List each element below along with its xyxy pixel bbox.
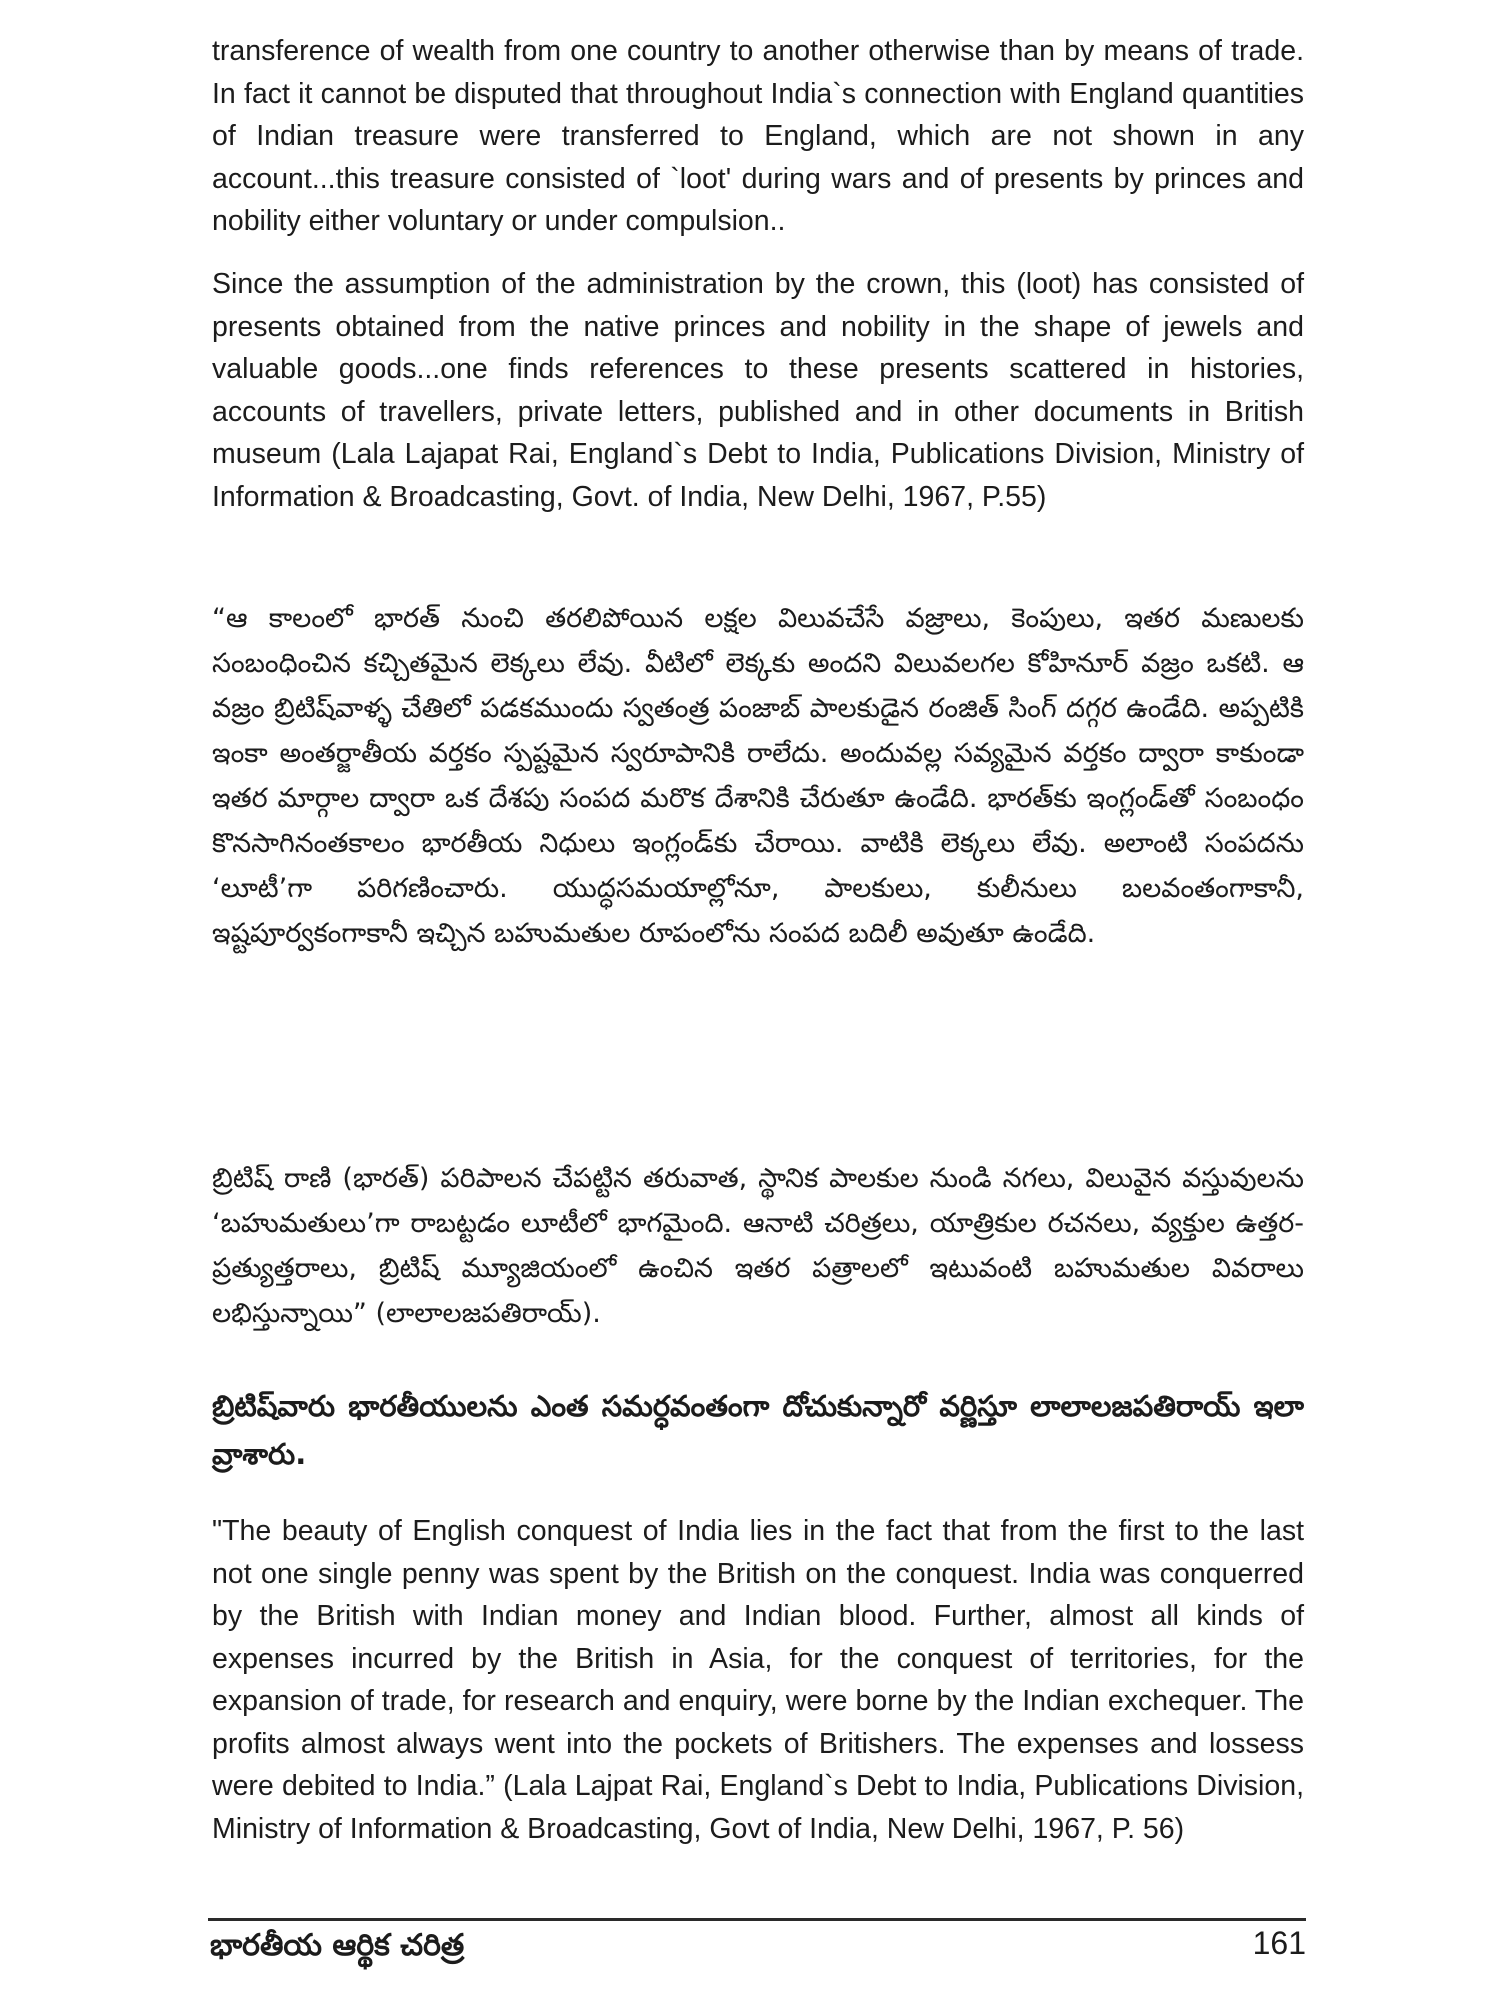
telugu-bold-intro: బ్రిటిష్‌వారు భారతీయులను ఎంత సమర్ధవంతంగా దోచుకున్నారో వర్ణిస్తూ లాలాలజపతిరాయ్ ఇలా వ్రాశారు.: [212, 1389, 1304, 1471]
telugu-paragraph-2: బ్రిటిష్ రాణి (భారత్) పరిపాలన చేపట్టిన తరువాత, స్థానిక పాలకుల నుండి నగలు, విలువైన వస్తువులను ‘బహుమతులు’గా రాబట్టడం లూటీలో భాగమైంది. ఆనాటి చరిత్రలు, యాత్రికుల రచనలు, వ్యక్తుల ఉత్తర-ప్రత్యుత్తరాలు, బ్రిటిష్ మ్యూజియంలో ఉంచిన ఇతర పత్రాలలో ఇటువంటి బహుమతుల వివరాలు లభిస్తున్నాయి” (లాలాలజపతిరాయ్).: [212, 1163, 1304, 1329]
footer-book-title: భారతీయ ఆర్థిక చరిత్ర: [210, 1928, 465, 1963]
telugu-paragraph-1: “ఆ కాలంలో భారత్ నుంచి తరలిపోయిన లక్షల విలువచేసే వజ్రాలు, కెంపులు, ఇతర మణులకు సంబంధించిన కచ్చితమైన లెక్కలు లేవు. వీటిలో లెక్కకు అందని విలువలగల కోహినూర్ వజ్రం ఒకటి. ఆ వజ్రం బ్రిటిష్‌వాళ్ళ చేతిలో పడకముందు స్వతంత్ర పంజాబ్ పాలకుడైన రంజిత్ సింగ్ దగ్గర ఉండేది. అప్పటికి ఇంకా అంతర్జాతీయ వర్తకం స్పష్టమైన స్వరూపానికి రాలేదు. అందువల్ల సవ్యమైన వర్తకం ద్వారా కాకుండా ఇతర మార్గాల ద్వారా ఒక దేశపు సంపద మరొక దేశానికి చేరుతూ ఉండేది. భారత్‌కు ఇంగ్లండ్‌తో సంబంధం కొనసాగినంతకాలం భారతీయ నిధులు ఇంగ్లండ్‌కు చేరాయి. వాటికి లెక్కలు లేవు. అలాంటి సంపదను ‘లూటీ’గా పరిగణించారు. యుద్ధసమయాల్లోనూ, పాలకులు, కులీనులు బలవంతంగాకానీ, ఇష్టపూర్వకంగాకానీ ఇచ్చిన బహుమతుల రూపంలోను సంపద బదిలీ అవుతూ ఉండేది.: [212, 603, 1304, 949]
english-quote-paragraph-2: Since the assumption of the administration by the crown, this (loot) has consisted of presents obtained from the native princes and nobility in the shape of jewels and valuable goods...one finds references to these presents scattered in histories, accounts of travellers, private letters, published and in other documents in British museum (Lala Lajapat Rai, England`s Debt to India, Publications Division, Ministry of Information & Broadcasting, Govt. of India, New Delhi, 1967, P.55): [212, 268, 1304, 513]
english-quote-paragraph-1: transference of wealth from one country to another otherwise than by means of trade. In fact it cannot be disputed that throughout India`s connection with England quantities of Indian treasure were transferred to England, which are not shown in any account...this treasure consisted of `loot' during wars and of presents by princes and nobility either voluntary or under compulsion..: [212, 35, 1304, 237]
english-quote-paragraph-3: "The beauty of English conquest of India lies in the fact that from the first to the last not one single penny was spent by the British on the conquest. India was conquerred by the British with Indian money and Indian blood. Further, almost all kinds of expenses incurred by the British in Asia, for the conquest of territories, for the expansion of trade, for research and enquiry, were borne by the Indian exchequer. The profits almost always went into the pockets of Britishers. The expenses and lossess were debited to India.” (Lala Lajpat Rai, England`s Debt to India, Publications Division, Ministry of Information & Broadcasting, Govt of India, New Delhi, 1967, P. 56): [212, 1515, 1304, 1845]
footer-divider: [208, 1918, 1306, 1921]
page-number: 161: [1252, 1925, 1306, 1961]
